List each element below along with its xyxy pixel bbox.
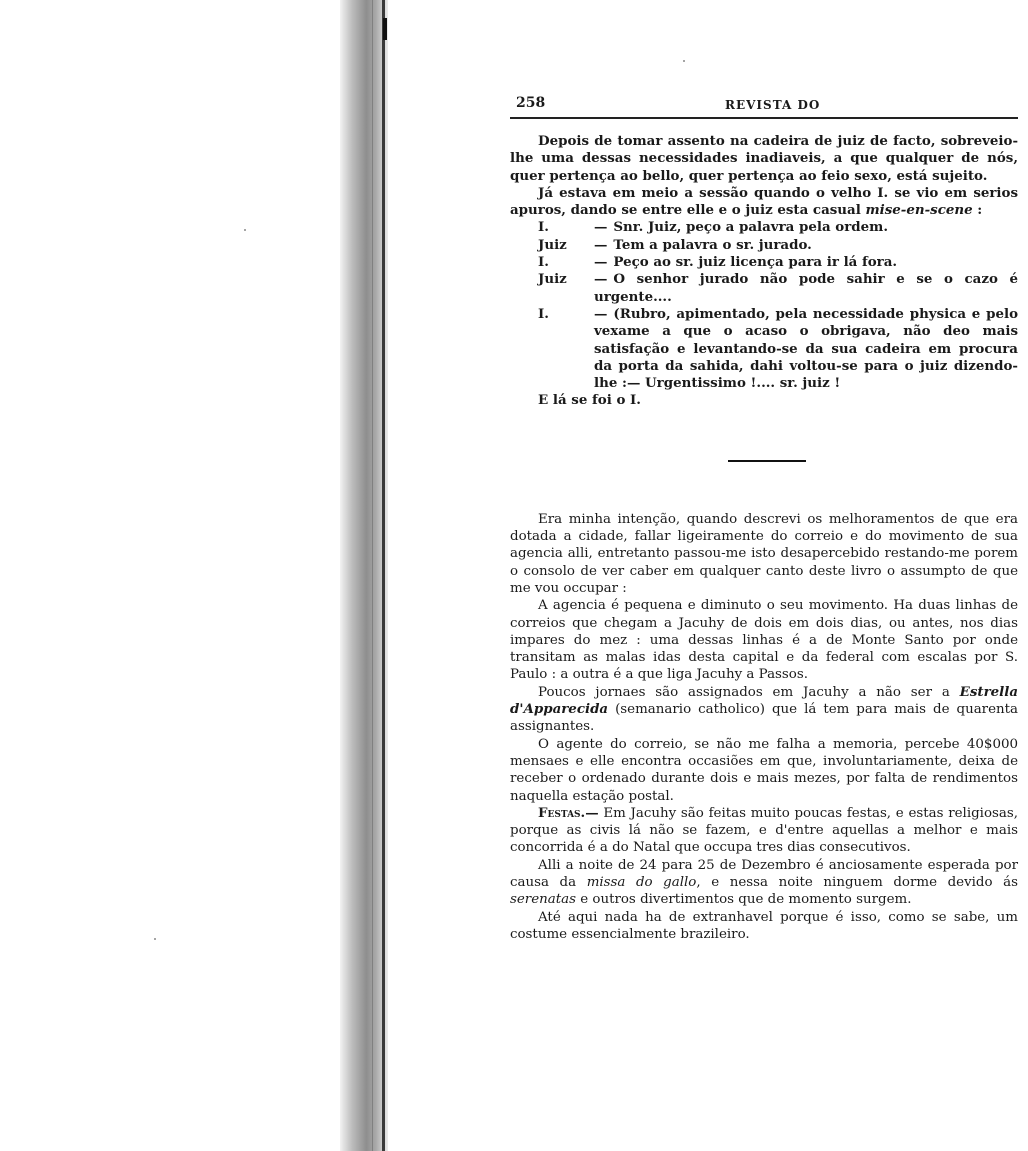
dialogue-text: Tem a palavra o sr. jurado. — [613, 236, 812, 253]
gutter-binding-line — [382, 0, 385, 1151]
section-label: Festas.— — [538, 804, 599, 821]
scan-speck — [154, 938, 156, 940]
paragraph: Poucos jornaes são assignados em Jacuhy a não ser a Estrella d'Apparecida (semanario catholico) que lá tem para mais de quarenta assignantes. — [510, 683, 1018, 735]
dialogue-dash: — — [594, 254, 608, 271]
paragraph: O agente do correio, se não me falha a memoria, percebe 40$000 mensaes e elle encontra occasiões em que, involuntariamente, deixa de receber o ordenado durante dois e mais mezes, por falta de rendimentos naquella estação postal. — [510, 736, 1018, 804]
gutter-shadow-line — [372, 0, 373, 1151]
running-title: REVISTA DO — [725, 98, 821, 112]
closing-line: E lá se foi o I. — [538, 392, 641, 409]
dialogue-speaker: Juiz — [538, 236, 567, 253]
section-correio — [510, 511, 1018, 943]
dialogue-text: O senhor jurado não pode sahir e se o cazo é urgente.... — [594, 271, 1018, 305]
dialogue-text: Peço ao sr. juiz licença para ir lá fora. — [613, 254, 898, 271]
section-separator — [728, 460, 806, 462]
dialogue-line — [510, 237, 1018, 254]
paragraph: A agencia é pequena e diminuto o seu movimento. Ha duas linhas de correios que chegam a Jacuhy de dois em dois dias, ou antes, nos dias impares do mez : uma dessas linhas é a de Monte Santo por onde transitam as malas idas desta capital e da federal com escalas por S. Paulo : a outra é a que liga Jacuhy a Passos. — [510, 598, 1018, 683]
dialogue-text: (Rubro, apimentado, pela necessidade physica e pelo vexame a que o acaso o obrigava, não deo mais satisfação e levantando-se da sua cadeira em procura da porta da sahida, dahi voltou-se para o juiz dizendo-lhe :— Urgentissimo !.... sr. juiz ! — [594, 305, 1018, 392]
dialogue-line — [510, 219, 1018, 236]
dialogue-dash: — — [594, 236, 608, 253]
paragraph: Já estava em meio a sessão quando o velho I. se vio em serios apuros, dando se entre elle e o juiz esta casual mise-en-scene : — [510, 184, 1018, 219]
dialogue-speaker: I. — [538, 305, 549, 322]
dialogue-speaker: I. — [538, 254, 549, 271]
paragraph: Até aqui nada ha de extranhavel porque é isso, como se sabe, um costume essencialmente brazileiro. — [510, 909, 1018, 942]
header-rule — [510, 117, 1018, 119]
scan-speck — [683, 60, 685, 62]
dialogue-text: Snr. Juiz, peço a palavra pela ordem. — [613, 219, 888, 236]
dialogue-dash: — — [594, 271, 608, 288]
book-gutter — [340, 0, 388, 1151]
paragraph: Depois de tomar assento na cadeira de juiz de facto, sobreveio-lhe uma dessas necessidades inadiaveis, a que qualquer de nós, quer pertença ao bello, quer pertença ao feio sexo, está sujeito. — [510, 133, 1018, 184]
dialogue-dash: — — [594, 219, 608, 236]
dialogue-line — [510, 306, 1018, 392]
dialogue-line — [510, 271, 1018, 306]
paragraph: Festas.— Em Jacuhy são feitas muito poucas festas, e estas religiosas, porque as civis lá não se fazem, e d'entre aquellas a melhor e mais concorrida é a do Natal que occupa tres dias consecutivos. — [510, 804, 1018, 856]
dialogue-speaker: Juiz — [538, 271, 567, 288]
dialogue-dash: — — [594, 305, 608, 322]
gutter-binding-mark — [383, 18, 387, 40]
book-page — [510, 95, 1018, 943]
page-number: 258 — [516, 95, 546, 111]
paragraph: Era minha intenção, quando descrevi os melhoramentos de que era dotada a cidade, fallar ligeiramente do correio e do movimento de sua agencia alli, entretanto passou-me isto desapercebido restando-me porem o consolo de ver caber em qualquer canto deste livro o assumpto de que me vou occupar : — [510, 511, 1018, 596]
paragraph: Alli a noite de 24 para 25 de Dezembro é anciosamente esperada por causa da missa do gallo, e nessa noite ninguem dorme devido ás serenatas e outros divertimentos que de momento surgem. — [510, 857, 1018, 908]
running-head — [510, 95, 1018, 113]
dialogue-line — [510, 254, 1018, 271]
scan-speck — [244, 229, 246, 231]
dialogue-speaker: I. — [538, 219, 549, 236]
